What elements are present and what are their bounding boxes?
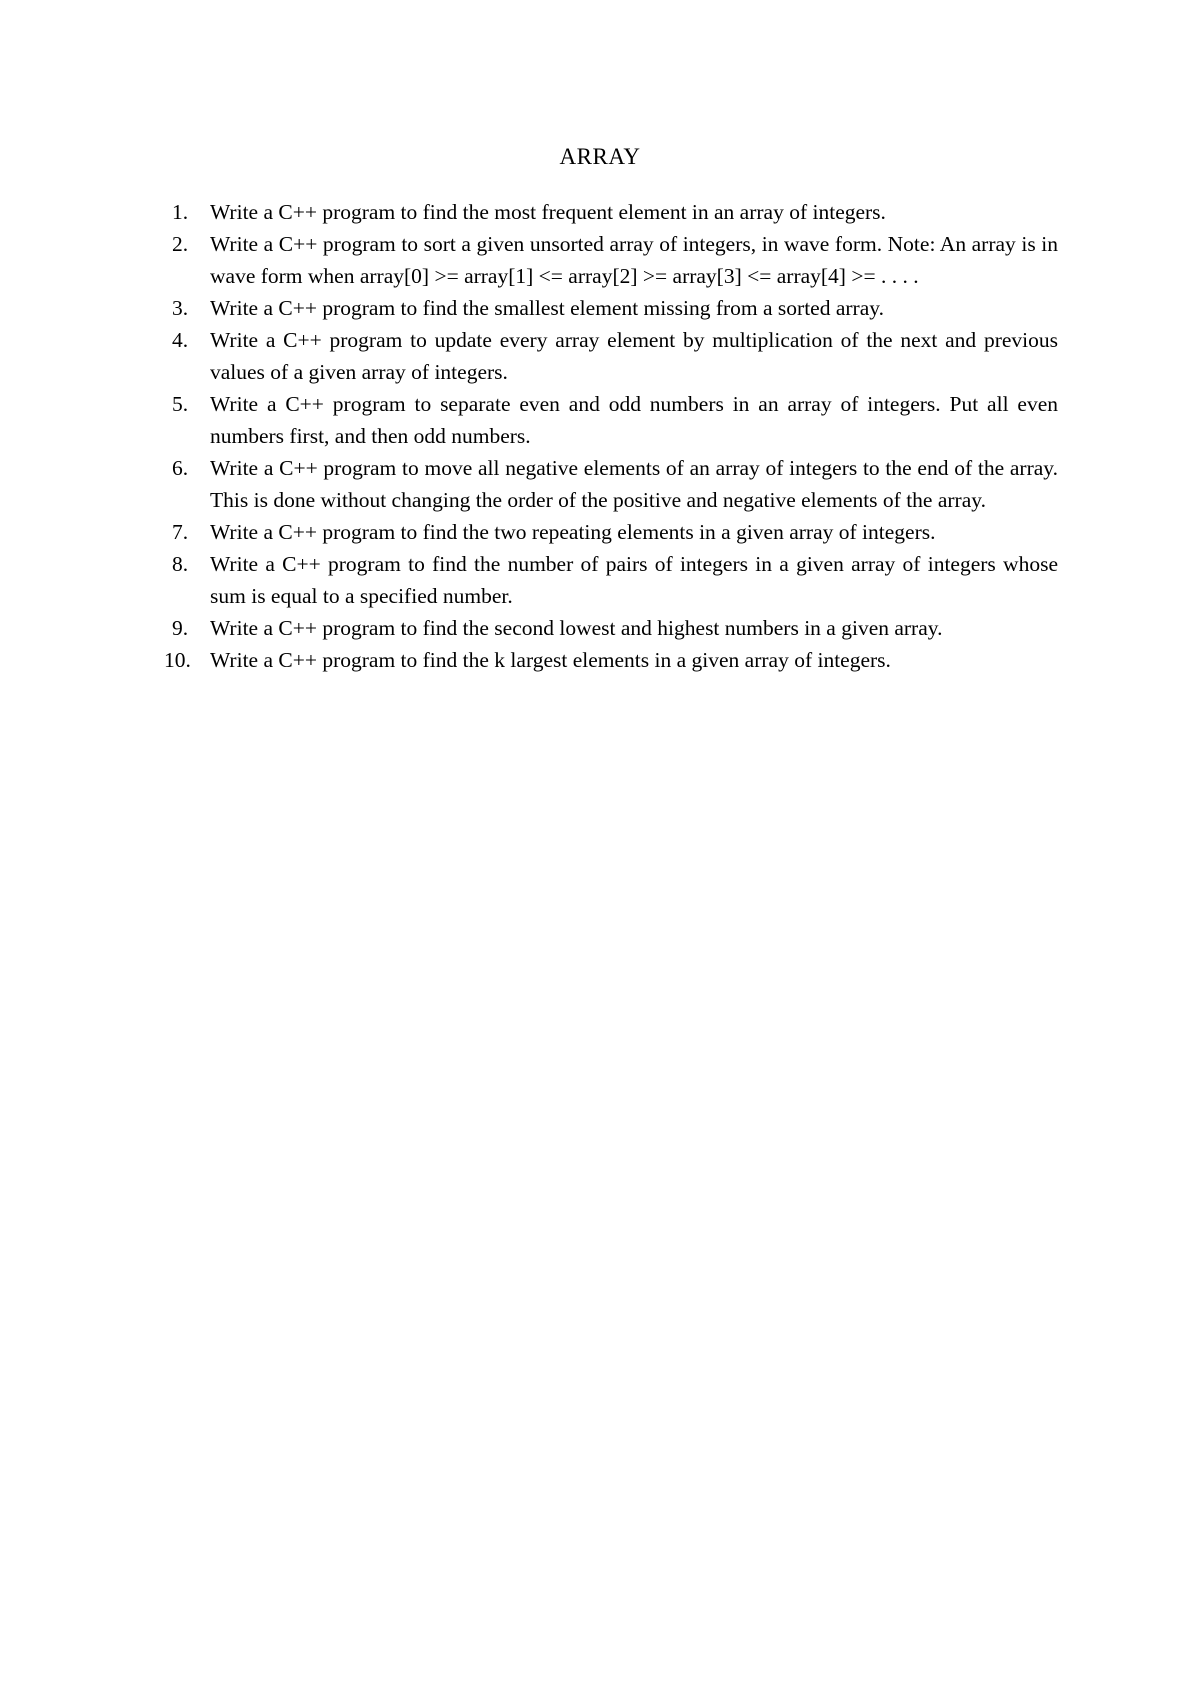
list-item — [172, 516, 1058, 548]
question-number: 8. — [172, 552, 189, 576]
page-title: ARRAY — [559, 144, 641, 169]
question-text: Write a C++ program to find the most frequent element in an array of integers. — [210, 200, 886, 224]
question-text: Write a C++ program to find the second lowest and highest numbers in a given array. — [210, 616, 943, 640]
list-item — [172, 228, 1058, 292]
question-number: 3. — [172, 296, 189, 320]
question-number: 6. — [172, 456, 189, 480]
list-item — [172, 292, 1058, 324]
question-text: Write a C++ program to update every array element by multiplication of the next and previous values of a given array of integers. — [210, 328, 1058, 384]
question-text: Write a C++ program to separate even and odd numbers in an array of integers. Put all even numbers first, and then odd numbers. — [210, 392, 1058, 448]
list-item — [164, 644, 1058, 676]
question-text: Write a C++ program to find the number of pairs of integers in a given array of integers whose sum is equal to a specified number. — [210, 552, 1058, 608]
question-text: Write a C++ program to find the two repeating elements in a given array of integers. — [210, 520, 936, 544]
question-number: 2. — [172, 232, 189, 256]
list-item — [172, 452, 1058, 516]
question-text: Write a C++ program to find the smallest element missing from a sorted array. — [210, 296, 884, 320]
question-number: 1. — [172, 200, 189, 224]
list-item — [172, 548, 1058, 612]
question-number: 7. — [172, 520, 189, 544]
list-item — [172, 196, 1058, 228]
question-number: 9. — [172, 616, 189, 640]
question-text: Write a C++ program to find the k largest elements in a given array of integers. — [210, 648, 891, 672]
list-item — [172, 388, 1058, 452]
question-text: Write a C++ program to move all negative elements of an array of integers to the end of the array. This is done without changing the order of the positive and negative elements of the array. — [210, 456, 1058, 512]
question-number: 10. — [164, 648, 191, 672]
question-number: 5. — [172, 392, 189, 416]
question-number: 4. — [172, 328, 189, 352]
question-list — [164, 196, 1058, 676]
list-item — [172, 324, 1058, 388]
list-item — [172, 612, 1058, 644]
question-text: Write a C++ program to sort a given unsorted array of integers, in wave form. Note: An array is in wave form when array[0] >= array[1] <= array[2] >= array[3] <= array[4] >= . . . . — [210, 232, 1058, 288]
